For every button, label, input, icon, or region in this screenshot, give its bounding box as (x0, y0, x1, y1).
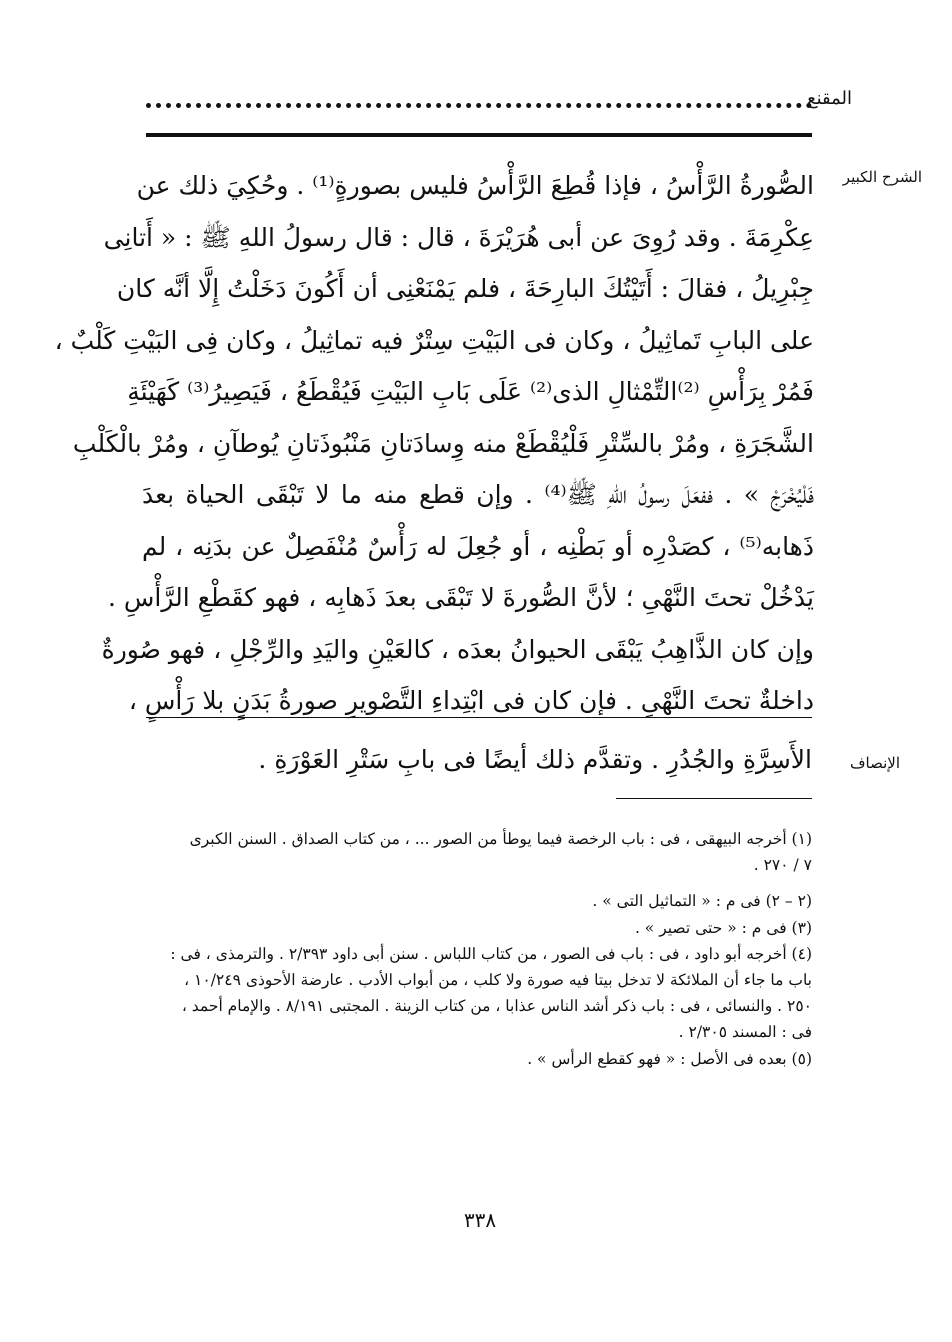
footnote-line: (٢ – ٢) فى م : « التماثيل التى » . (592, 892, 812, 911)
text-line: فَلْيُخْرَجْ » . ففعَلَ رسولُ اللهِ ﷺ⁽⁴⁾ . وإن قطع منه ما لا تَبْقَى الحياة بعدَ (142, 480, 814, 509)
text-line: وإن كان الذَّاهِبُ يَبْقَى الحيوانُ بعدَه ، كالعَيْنِ واليَدِ والرِّجْلِ ، فهو صُورةٌ (101, 634, 814, 664)
text-line: الشَّجَرَةِ ، ومُرْ بالسِّتْرِ فَلْيُقْطَعْ منه وِسادَتانِ مَنْبُوذَتانِ يُوطآنِ ، ومُرْ بالْكَلْبِ (72, 428, 814, 458)
text-line: داخلةٌ تحتَ النَّهْىِ . فإن كان فى ابْتِداءِ التَّصْويرِ صورةُ بَدَنٍ بلا رَأْسٍ ، (128, 686, 814, 715)
text-line: جِبْرِيلُ ، فقالَ : أَتَيْتُكَ البارِحَةَ ، فلم يَمْنَعْنِى أن أَكُونَ دَخَلْتُ إِلَّا أنَّه كان (116, 274, 814, 303)
footnote-line: ٢٥٠ . والنسائى ، فى : باب ذكر أشد الناس عذابا ، من كتاب الزينة . المجتبى ٨/١٩١ . والإمام أحمد ، (181, 997, 812, 1016)
insaf-section-label: الإنصاف (849, 754, 900, 772)
text-line: الصُّورةُ الرَّأْسُ ، فإذا قُطِعَ الرَّأْسُ فليس بصورةٍ⁽¹⁾ . وحُكِيَ ذلك عن (136, 171, 814, 200)
sharh-section-label: الشرح الكبير (842, 168, 922, 186)
text-line: فَمُرْ بِرَأْسِ ⁽²⁾التِّمْثالِ الذى⁽²⁾ عَلَى بَابِ البَيْتِ فَيُقْطَعُ ، فَيَصِيرُ⁽³⁾ كَهَيْئَةِ (127, 377, 814, 406)
running-header-title: المقنع (806, 88, 852, 109)
footnote-rule (616, 798, 812, 799)
text-line: يَدْخُلْ تحتَ النَّهْىِ ؛ لأنَّ الصُّورةَ لا تَبْقَى بعدَ ذَهابِه ، فهو كقَطْعِ الرَّأْسِ . (108, 583, 814, 612)
footnote-line: (٥) بعده فى الأصل : « فهو كقطع الرأس » . (527, 1049, 812, 1068)
footnote-line: ٧ / ٢٧٠ . (753, 856, 812, 875)
footnote-line: (٤) أخرجه أبو داود ، فى : باب فى الصور ، من كتاب اللباس . سنن أبى داود ٢/٣٩٣ . والترمذى ، فى : (170, 944, 812, 963)
page-number: ٣٣٨ (463, 1208, 497, 1232)
header-rule (146, 133, 812, 137)
text-line: على البابِ تَماثِيلُ ، وكان فى البَيْتِ سِتْرٌ فيه تماثِيلُ ، وكان فِى البَيْتِ كَلْبٌ ، (54, 325, 814, 355)
footnotes (140, 826, 812, 1072)
header-dotted-line (146, 94, 812, 108)
footnote-line: (٣) فى م : « حتى تصير » . (634, 918, 812, 937)
section-divider (146, 717, 812, 718)
footnote-line: فى : المسند ٢/٣٠٥ . (678, 1023, 812, 1042)
main-commentary-text (54, 160, 814, 727)
footnote-line: باب ما جاء أن الملائكة لا تدخل بيتا فيه صورة ولا كلب ، من أبواب الأدب . عارضة الأحوذى ١٠/٢٤٩ ، (184, 971, 812, 990)
insaf-text: الأَسِرَّةِ والجُدُرِ . وتقدَّم ذلك أيضًا فى بابِ سَتْرِ العَوْرَةِ . (258, 745, 812, 774)
footnote-line: (١) أخرجه البيهقى ، فى : باب الرخصة فيما يوطأ من الصور ... ، من كتاب الصداق . السنن الكبرى (189, 830, 812, 848)
text-line: عِكْرِمَةَ . وقد رُوِىَ عن أبى هُرَيْرَةَ ، قال : قال رسولُ اللهِ ﷺ : « أَتانِى (103, 222, 814, 252)
text-line: ذَهابه⁽⁵⁾ ، كصَدْرِه أو بَطْنِه ، أو جُعِلَ له رَأْسٌ مُنْفَصِلٌ عن بدَنِه ، لم (142, 531, 814, 561)
